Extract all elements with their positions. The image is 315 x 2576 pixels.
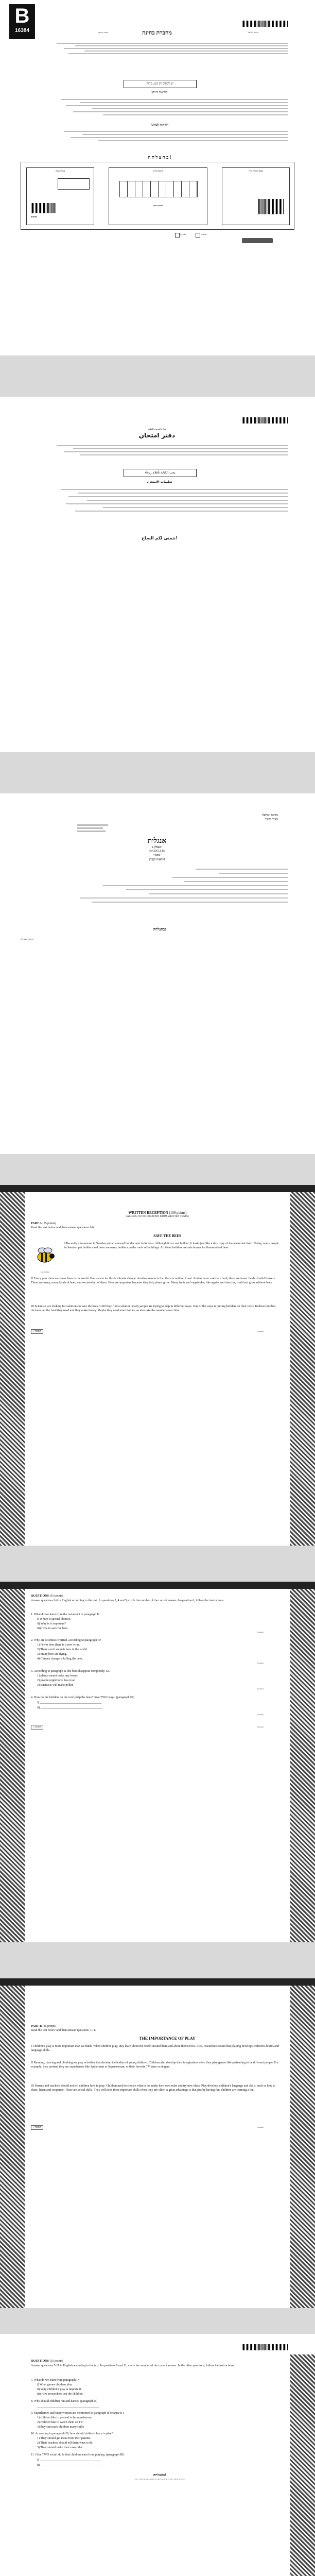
page-2 — [0, 397, 315, 752]
intro-text — [57, 41, 288, 56]
page-3 — [0, 793, 315, 1154]
module-en: (MODULE B) — [149, 850, 165, 853]
code: 16384 — [15, 28, 29, 33]
closing: בהצלחה! — [153, 927, 166, 931]
header-sub: משרד החינוך — [97, 31, 108, 33]
text-line — [219, 873, 288, 874]
header-points: (100 points) — [169, 1211, 187, 1215]
barcode — [242, 21, 288, 27]
option[interactable]: ii) Why is it important? — [37, 1622, 66, 1625]
sticker-area — [21, 162, 294, 230]
header-center: מחברת בחינה — [142, 30, 172, 36]
proceed-bar[interactable] — [242, 238, 273, 243]
points: (4 points) — [257, 1688, 264, 1690]
module: שאלון ב' — [151, 846, 163, 849]
side-pattern — [290, 1986, 315, 2308]
option[interactable]: i) What games children play. — [37, 2383, 73, 2386]
answer-line[interactable]: ________________________________________ — [37, 2405, 99, 2408]
text-line — [64, 48, 289, 49]
ministry: وزارة التربية والتعليم — [148, 428, 166, 430]
question-text: 9. Superheroes and Superwoman are mentioned in paragraph II because it s — [31, 2412, 124, 2415]
instructions: הוראות לנבחן — [149, 858, 165, 861]
text-line — [149, 893, 288, 894]
letter-box — [9, 4, 35, 39]
header — [31, 1211, 284, 1215]
question-text: 7. What do we learn from paragraph I? — [31, 2379, 79, 2382]
part-instructions: Read the text below and then answer questions 1-6. — [31, 1226, 95, 1229]
box-mid-title: מדבקת בחינה — [152, 170, 164, 172]
page-strip — [0, 1978, 315, 1986]
instructions: Answer questions 1-6 in English according to the text. In questions 2, 4 and 5, circle the number of the correct answer. In question 6, follow the instructions. — [31, 1599, 224, 1602]
article-title: SAVE THE BEES — [153, 1234, 181, 1238]
option[interactable]: 1) plants cannot make any honey — [37, 1674, 78, 1677]
option[interactable]: ii) Why children's play is important. — [37, 2388, 82, 2391]
subheader: (ACCESS TO INFORMATION FROM WRITTEN TEXTS) — [126, 1215, 189, 1218]
text-line — [196, 869, 288, 870]
question — [31, 1695, 278, 1710]
exam-sticker-box — [109, 167, 207, 225]
option[interactable]: 2) people might have less food — [37, 1679, 75, 1682]
text-line — [57, 43, 288, 44]
question — [31, 2432, 278, 2450]
check-proctor-checkbox[interactable] — [196, 233, 200, 238]
option[interactable]: 2) Their teachers should tell them what to do. — [37, 2442, 94, 2445]
question-text: 3. According to paragraph II, the bees disappear completely, i.e. — [31, 1670, 110, 1673]
part-instructions: Read the text below and then answer questions 7-11. — [31, 2029, 96, 2032]
paragraph: II Running, dancing and climbing are play activities that develop the bodies of young children. Children also develop their imagination when they play games like pretending to be different people. For example, they pretend they are superheroes like Spiderman or Superwoman, or their favorite TV stars or singers. — [31, 2061, 279, 2069]
part-label — [31, 2025, 56, 2028]
instructions-list — [57, 866, 288, 906]
page-5 — [0, 1582, 315, 1942]
check-examiner-label: לבדיקה — [180, 233, 186, 235]
header-title: QUESTIONS — [31, 2360, 49, 2363]
part-points: (35 points) — [42, 2025, 56, 2028]
pen-button[interactable]: יש לכתוב רק בעט כחול — [124, 80, 197, 88]
page-1 — [0, 0, 315, 355]
side-pattern — [0, 1192, 25, 1546]
text-line — [73, 111, 289, 112]
header-right: מדינת ישראל — [248, 31, 258, 33]
text-line — [98, 140, 288, 141]
footer-center: בהצלחה! — [153, 2473, 166, 2477]
examinee-sticker-box — [26, 167, 94, 225]
option[interactable]: 3) scientists will make pollen — [37, 1684, 74, 1687]
header-title: WRITTEN RECEPTION — [128, 1211, 168, 1215]
text-line — [80, 102, 288, 103]
header-points: (35 points) — [49, 1595, 63, 1598]
text-line — [87, 500, 289, 501]
footer-sub: זכות היוצרים שמורה למדינת ישראל. אין להעתיק או לפרסם אלא ברשות משרד החינוך — [134, 2478, 185, 2480]
option[interactable]: 4) Climate change is killing the bees. — [37, 1657, 83, 1660]
text-line — [78, 493, 289, 494]
option[interactable]: 3) Many bees are dying. — [37, 1653, 67, 1656]
text-line — [61, 99, 288, 100]
paragraph: I Children's play is more important than we think. When children play, they learn about the world around them and about themselves. Also, researchers found that playing develops children's brains and language skills. — [31, 2045, 279, 2052]
subject: אנגלית — [147, 837, 167, 845]
text-line — [80, 454, 288, 455]
ministry: משרד החינוך — [265, 818, 278, 821]
footer-right: (3 points) — [257, 1330, 264, 1332]
image-caption: Save the Bees! — [40, 1271, 50, 1273]
text-line — [71, 137, 288, 138]
text-line — [92, 902, 289, 903]
question-text: 4. How do the builders on the roofs help the bees? Give TWO ways. (paragraph III) — [31, 1696, 134, 1699]
exam-number-grid[interactable] — [119, 181, 198, 197]
page-7 — [0, 2334, 315, 2576]
paragraph: II Every year there are fewer bees in the world. One reason for this is climate change. Another reason is that there is nothing to eat. And as more roads are built, there are fewer fields of wild flowers. There are many, many kinds of bees, and we need all of them. Bees are important because they help plants grow. Many fruits and vegetables, like apples and cherries, could not grow without bees. — [31, 1277, 276, 1284]
subtitle: تعليمات الامتحان — [147, 480, 172, 484]
text-line — [103, 507, 288, 508]
paragraph: III Scientists are looking for solutions to save the bees. Until they find a solution, many people are trying to help in different ways. One of the ways is putting builders on their roofs. In these builders, the bees get the food they need and they make honey. Maybe they need more homes, so also take the numbers over time. — [31, 1305, 276, 1312]
barcode — [242, 417, 288, 423]
attention: ב ה צ ל ח ה ! — [148, 155, 171, 160]
footer-right: (6 points) — [257, 1726, 264, 1728]
text-line — [64, 131, 289, 132]
text-line — [57, 445, 288, 446]
side-pattern — [290, 1192, 315, 1546]
intro-text — [57, 443, 288, 457]
check-examiner-checkbox[interactable] — [175, 233, 180, 238]
page-strip — [0, 1185, 315, 1192]
header — [31, 2360, 63, 2363]
question — [31, 2452, 278, 2468]
bee-icon — [31, 1242, 59, 1270]
page-6 — [0, 1978, 315, 2308]
page-4 — [0, 1185, 315, 1546]
answer-line[interactable]: i) ________________________________________ — [37, 2459, 102, 2462]
meta-line — [77, 831, 106, 832]
question — [31, 2378, 278, 2397]
mid-caption: מדבקת נבחן — [153, 204, 163, 207]
points: (5 points) — [257, 1631, 264, 1633]
option[interactable]: 2) children like to watch them on TV — [37, 2421, 83, 2424]
box-code: 016384 — [31, 215, 37, 218]
paragraph: III Parents and teachers should not tell children how to play. Children need to choose what to do, make their own rules and try new ideas. Play develops children's language and skills, such as how to share, listen and cooperate. These are social skills. They will need these important skills when they are older. A great advantage is that just by having fun, children are learning a lot. — [31, 2084, 276, 2092]
section-title-2: הוראות לבחינה — [150, 124, 169, 127]
rules-list — [57, 97, 288, 117]
text-line — [73, 448, 289, 449]
option[interactable]: i) Where is special about it. — [37, 1618, 71, 1621]
section-title: הוראות לנבחן — [151, 91, 168, 94]
article-title: THE IMPORTANCE OF PLAY — [139, 2036, 196, 2041]
side-pattern — [0, 1986, 25, 2308]
question — [31, 1669, 278, 1688]
question-text: 2. Why are scientists worried, according to paragraph II? — [31, 1639, 101, 1642]
part: PART A — [31, 1222, 42, 1225]
id-number-box — [222, 167, 290, 225]
text-line — [92, 108, 289, 109]
page-strip — [0, 1582, 315, 1589]
text-line — [66, 503, 288, 504]
text-line — [61, 489, 288, 490]
bee-image — [31, 1242, 59, 1270]
barcode — [31, 203, 57, 213]
text-line — [68, 496, 289, 497]
continue-button[interactable]: / המשך — [31, 1329, 43, 1334]
check-proctor-label: למשגיח — [201, 233, 207, 235]
meta-line — [77, 824, 108, 826]
points: (4 points) — [257, 1714, 264, 1716]
continue-button[interactable]: / המשך — [31, 1725, 43, 1730]
side-pattern — [290, 2354, 315, 2576]
text-line — [184, 881, 289, 882]
text-line — [172, 877, 288, 878]
text-line — [84, 50, 288, 52]
header-points: (35 points) — [49, 2360, 63, 2363]
box-left-title: מדבקת נבחן — [55, 170, 65, 172]
footer: ההמשך בעמוד 2 — [21, 938, 34, 940]
text-line — [80, 897, 288, 899]
form: טופס ד' — [153, 854, 161, 857]
question-text: 8. Why should children run and dance? (paragraph II) — [31, 2400, 98, 2403]
text-line — [103, 114, 288, 115]
instructions: Answer questions 7-11 in English according to the text. In questions 8 and 11, circle the number of the correct answer. In the other questions, follow the instructions. — [31, 2364, 235, 2367]
box-right-title: מספר תעודת זהות — [249, 170, 263, 172]
part-label — [31, 1222, 56, 1225]
text-line — [75, 45, 288, 46]
continue-button[interactable]: / המשך — [31, 2125, 43, 2130]
title: دفتر امتحان — [138, 432, 176, 439]
paragraph: I Recently a restaurant in Sweden put an unusual builder next to its door. Although it is a real builder, it looks just like a tiny copy of the restaurant itself. Today, many people in Sweden put builders and there are many builders on the roofs of buildings. All these builders are safe homes for thousands of bees. — [64, 1242, 279, 1249]
closing: نتمنى لكم النجاح! — [142, 536, 178, 540]
answer-line[interactable]: ii) ________________________________________ — [37, 1706, 102, 1709]
option[interactable]: 3) They should make their own rules. — [37, 2446, 83, 2449]
side-pattern — [0, 1589, 25, 1942]
pen-button[interactable]: يجب الكتابة بأقلام زرقاء — [124, 469, 197, 477]
question — [31, 1638, 278, 1662]
exam-rules — [57, 129, 288, 143]
side-pattern — [290, 1589, 315, 1942]
question-text: 1. What do we learn from the restaurant in paragraph I? — [31, 1613, 100, 1616]
header-title: QUESTIONS — [31, 1595, 49, 1598]
part-points: (35 points) — [42, 1222, 56, 1225]
text-line — [64, 451, 289, 452]
text-line — [103, 885, 288, 886]
question-text: 11. Give TWO social skills that children learn from playing. (paragraph III) — [31, 2453, 125, 2456]
answer-line[interactable]: i) ________________________________________ — [37, 1701, 102, 1704]
id-field[interactable] — [58, 178, 90, 190]
header — [31, 1595, 63, 1598]
question-text: 10. According to paragraph III, how should children learn to play? — [31, 2432, 113, 2435]
text-line — [66, 105, 288, 106]
text-line — [68, 53, 289, 54]
instructions-list — [57, 486, 288, 514]
option[interactable]: iii) How researchers test the children. — [37, 2393, 83, 2396]
points: (3 points) — [257, 1662, 264, 1664]
option[interactable]: 1) They should get ideas from their parents. — [37, 2437, 91, 2440]
footer-right: (5 points) — [257, 2126, 264, 2128]
state: מדינת ישראל — [262, 814, 278, 817]
question — [31, 2411, 278, 2430]
text-line — [82, 134, 289, 135]
meta-line — [77, 827, 103, 829]
question — [31, 1613, 278, 1631]
question — [31, 2399, 278, 2409]
option[interactable]: iii) How to save the bees. — [37, 1627, 68, 1630]
option[interactable]: 1) children like to pretend to be superheroes — [37, 2416, 92, 2419]
barcode — [242, 2344, 288, 2350]
part: PART B — [31, 2025, 42, 2028]
answer-line[interactable]: ii) ________________________________________ — [37, 2464, 102, 2467]
text-line — [75, 511, 288, 512]
option[interactable]: 2) There aren't enough bees in the world. — [37, 1648, 88, 1651]
barcode — [258, 199, 284, 214]
text-line — [126, 889, 288, 890]
letter: B — [14, 5, 30, 27]
option[interactable]: 3) they can teach children many skills — [37, 2426, 84, 2429]
option[interactable]: 1) Fewer bees there is a new virus. — [37, 1643, 80, 1647]
